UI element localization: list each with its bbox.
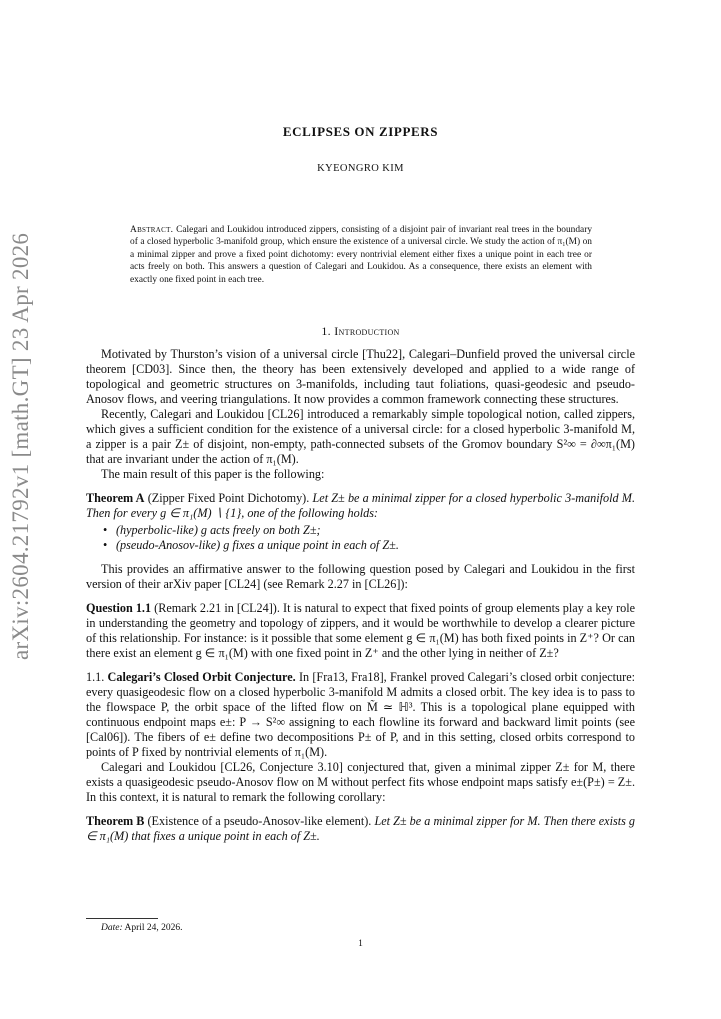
theorem-a-name: (Zipper Fixed Point Dichotomy).	[147, 491, 310, 505]
theorem-b-statement: Let Z± be a minimal zipper for M. Then there exists g ∈ π₁(M) that fixes a unique point in each of Z±.	[86, 814, 636, 843]
question-1-1	[86, 601, 635, 661]
theorem-b	[86, 814, 635, 844]
author-name: KYEONGRO KIM	[317, 163, 404, 174]
arxiv-identifier-stamp: arXiv:2604.21792v1 [math.GT] 23 Apr 2026	[8, 232, 33, 660]
intro-paragraph-2: Recently, Calegari and Loukidou [CL26] introduced a remarkably simple topological notion, called zippers, which gives a sufficient condition for the existence of a universal circle: for a closed hyperbolic 3-manifold M, a zipper is a pair Z± of disjoint, non-empty, path-connected subsets of the Gromov boundary S²∞ = ∂∞π₁(M) that are invariant under the action of π₁(M).	[86, 407, 635, 466]
question-label: Question 1.1	[86, 601, 152, 615]
subsection-number: 1.1.	[86, 670, 105, 684]
list-item: • (hyperbolic-like) g acts freely on both Z±;	[116, 523, 635, 538]
footnote-divider	[86, 918, 158, 919]
subsection-1-1	[86, 670, 635, 760]
page-number: 1	[358, 939, 363, 949]
paragraph-after-theorem-a: This provides an affirmative answer to the following question posed by Calegari and Loukidou in the first version of their arXiv paper [CL24] (see Remark 2.27 in [CL26]):	[86, 562, 635, 591]
paper-title: ECLIPSES ON ZIPPERS	[282, 124, 439, 139]
abstract-text: Calegari and Loukidou introduced zippers, consisting of a disjoint pair of invariant real trees in the boundary of a closed hyperbolic 3-manifold group, which ensure the existence of a universal circle. We study the action of π₁(M) on a minimal zipper and prove a fixed point dichotomy: every nontrivial element either fixes a unique point in each tree or acts freely on both. This answers a question of Calegari and Loukidou. As a consequence, there exists an element with exactly one fixed point in each tree.	[130, 225, 593, 285]
question-text: It is natural to expect that fixed points of group elements play a key role in understanding the geometry and topology of zippers, and it would be worthwhile to develop a clearer picture of this relationship. For instance: is it possible that some element g ∈ π₁(M) has both fixed points in Z⁺? Or can there exist an element g ∈ π₁(M) with one fixed point in Z⁺ and the other lying in neither of Z±?	[86, 601, 636, 660]
theorem-b-label: Theorem B	[86, 814, 145, 828]
theorem-a-cases	[86, 523, 635, 553]
date-footnote	[101, 923, 183, 933]
theorem-b-name: (Existence of a pseudo-Anosov-like element).	[147, 814, 372, 828]
subsection-paragraph-2: Calegari and Loukidou [CL26, Conjecture 3.10] conjectured that, given a minimal zipper Z± for M, there exists a quasigeodesic pseudo-Anosov flow on M without perfect fits whose endpoint maps satisfy e±(P±) = Z±. In this context, it is natural to remark the following corollary:	[86, 760, 635, 804]
theorem-a-statement: Let Z± be a minimal zipper for a closed hyperbolic 3-manifold M. Then for every g ∈ π₁(M) ∖ {1}, one of the following holds:	[86, 491, 636, 520]
intro-paragraph-3: The main result of this paper is the following:	[101, 467, 325, 481]
subsection-paragraph-1: In [Fra13, Fra18], Frankel proved Calegari’s closed orbit conjecture: every quasigeodesic flow on a closed hyperbolic 3-manifold M admits a closed orbit. The key idea is to pass to the flowspace P, the orbit space of the lifted flow on M̃ ≃ ℍ³. This is a topological plane equipped with continuous endpoint maps e±: P → S²∞ assigning to each flowline its forward and backward limit points (see [Cal06]). The fibers of e± define two decompositions P± of P, and in this setting, closed orbits correspond to points of P fixed by nontrivial elements of π₁(M).	[86, 670, 636, 759]
footnote-label: Date:	[101, 923, 123, 933]
abstract	[130, 224, 592, 286]
intro-paragraph-1: Motivated by Thurston’s vision of a universal circle [Thu22], Calegari–Dunfield proved the universal circle theorem [CD03]. Since then, the theory has been extensively developed and applied to a wide range of topological and geometric structures on 3-manifolds, including taut foliations, quasi-geodesic and pseudo-Anosov flows, and veering triangulations. It now provides a common framework connecting these structures.	[86, 347, 635, 406]
body-text	[86, 347, 635, 844]
section-heading-text: 1. Introduction	[321, 324, 400, 338]
subsection-heading: Calegari’s Closed Orbit Conjecture.	[107, 670, 296, 684]
footnote-value: April 24, 2026.	[124, 923, 183, 933]
question-reference: (Remark 2.21 in [CL24]).	[154, 601, 280, 615]
abstract-label: Abstract.	[130, 225, 174, 235]
list-item: • (pseudo-Anosov-like) g fixes a unique point in each of Z±.	[116, 538, 635, 553]
theorem-a-label: Theorem A	[86, 491, 145, 505]
section-heading-introduction	[0, 324, 721, 339]
theorem-a	[86, 491, 635, 521]
